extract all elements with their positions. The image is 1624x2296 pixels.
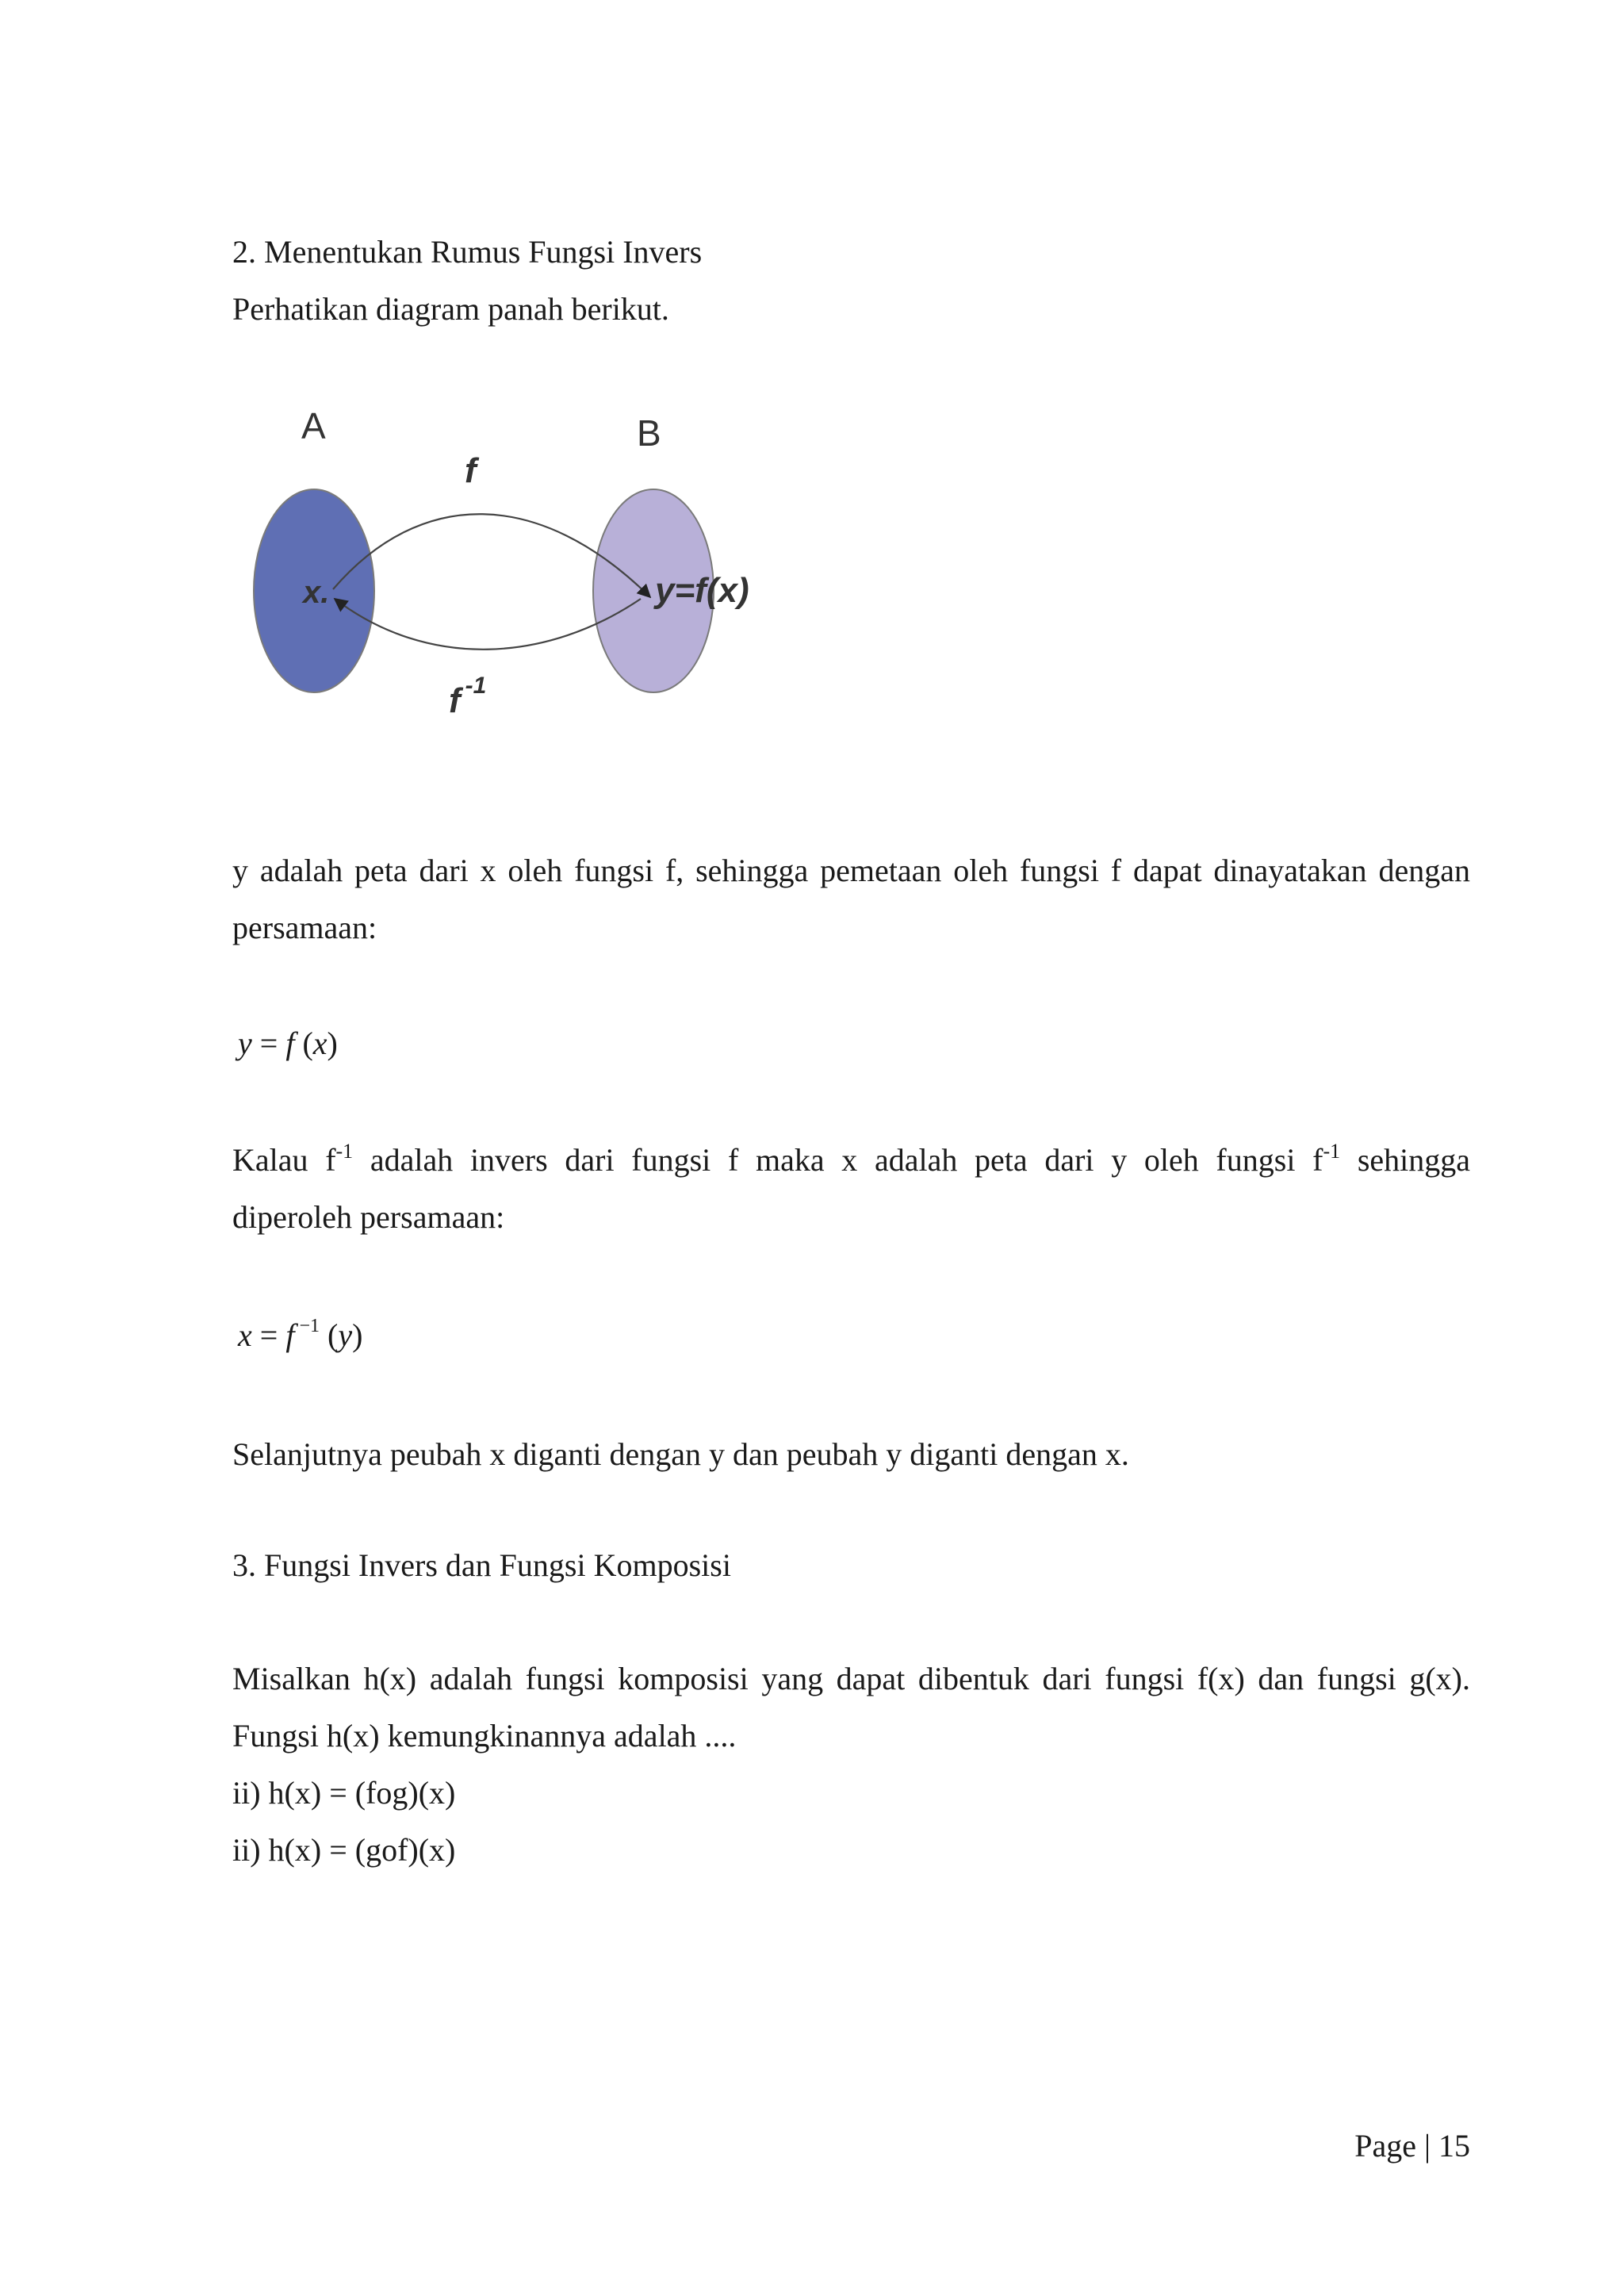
set-b-label: B <box>637 412 661 454</box>
equation-y-equals-f-x: y = f (x) <box>238 1025 338 1061</box>
section-3-line-1: Misalkan h(x) adalah fungsi komposisi yang dapat dibentuk dari fungsi f(x) dan fungsi g(x). <box>232 1661 1470 1696</box>
arrow-diagram <box>238 401 777 734</box>
list-item-gof: ii) h(x) = (gof)(x) <box>232 1832 456 1868</box>
arrow-f-label: f <box>465 451 477 490</box>
paragraph-2-line-2: diperoleh persamaan: <box>232 1199 505 1235</box>
paragraph-3: Selanjutnya peubah x diganti dengan y dan peubah y diganti dengan x. <box>232 1436 1129 1472</box>
equation-x-equals-f-inverse-y: x = f $^{-1}$ (y) <box>238 1316 363 1353</box>
element-y-label: y=f(x) <box>655 571 749 610</box>
section-2-heading: 2. Menentukan Rumus Fungsi Invers <box>232 234 703 270</box>
section-3-line-2: Fungsi h(x) kemungkinannya adalah .... <box>232 1718 737 1754</box>
set-a-label: A <box>301 405 326 447</box>
arrow-f-inverse-label: f -1 <box>449 673 487 720</box>
list-item-fog: ii) h(x) = (fog)(x) <box>232 1775 456 1811</box>
paragraph-1-line-2: persamaan: <box>232 910 377 945</box>
paragraph-2-line-1: Kalau $f^{-1}$ adalah invers dari fungsi f maka x adalah peta dari y oleh fungsi $f^{-1}$ sehingga <box>232 1140 1470 1178</box>
page-number: Page | 15 <box>1354 2128 1470 2164</box>
section-2-intro: Perhatikan diagram panah berikut. <box>232 291 669 327</box>
section-3-heading: 3. Fungsi Invers dan Fungsi Komposisi <box>232 1547 731 1583</box>
element-x-label: x. <box>303 575 330 610</box>
paragraph-1-line-1: y adalah peta dari x oleh fungsi f, sehingga pemetaan oleh fungsi f dapat dinayatakan dengan <box>232 853 1470 888</box>
